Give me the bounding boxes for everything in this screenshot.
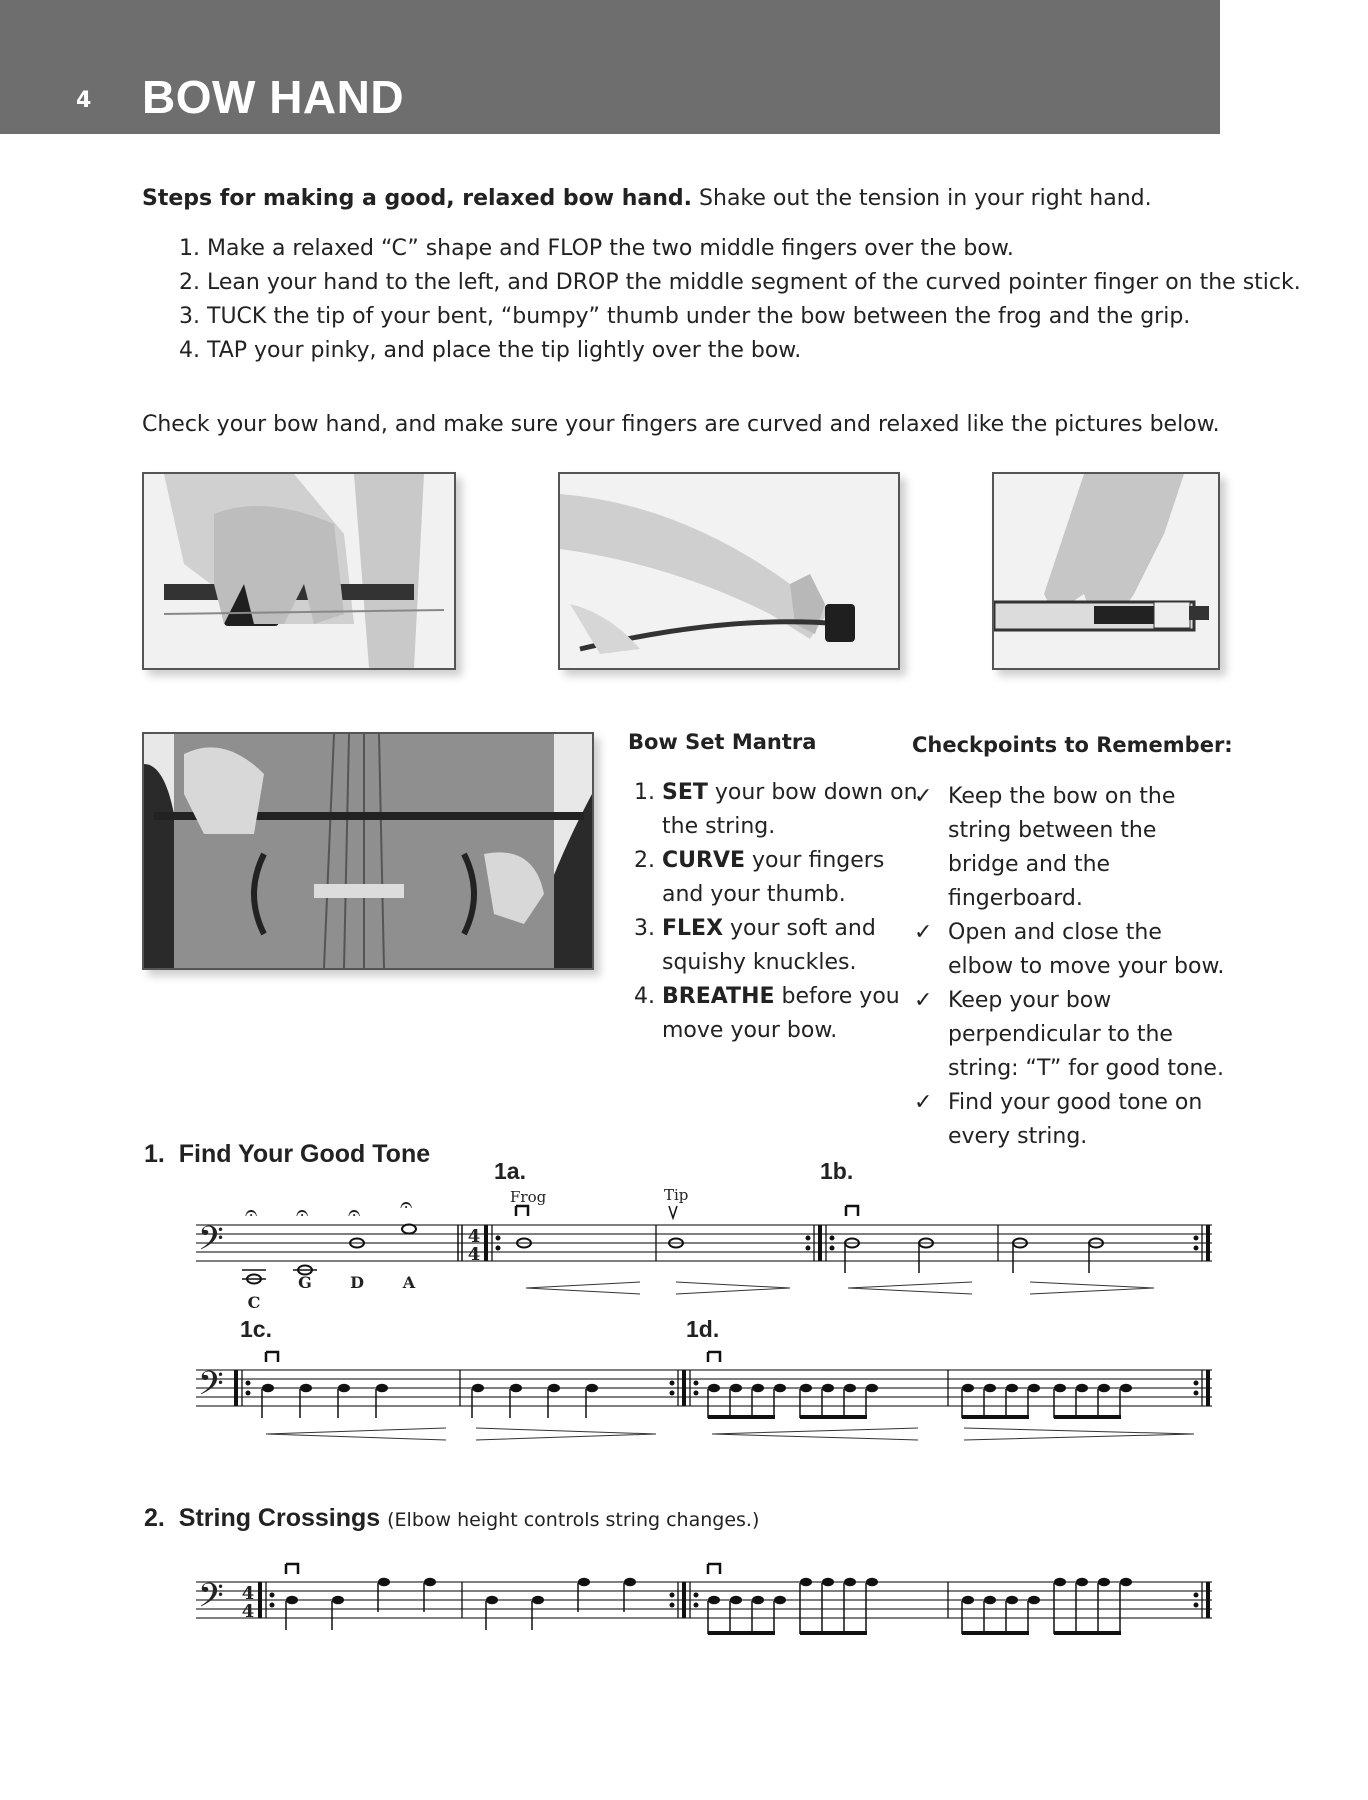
step-item: 3. TUCK the tip of your bent, “bumpy” thumb under the bow between the frog and the grip. xyxy=(207,300,1301,334)
label-1c: 1c. xyxy=(240,1316,272,1342)
string-name: D xyxy=(350,1273,364,1292)
mantra-title: Bow Set Mantra xyxy=(628,730,817,754)
step-item: 2. Lean your hand to the left, and DROP the middle segment of the curved pointer finger on the stick. xyxy=(207,266,1301,300)
staff-1 xyxy=(196,1180,1216,1310)
time-signature-bottom: 4 xyxy=(241,1601,255,1622)
down-bow-icon xyxy=(708,1352,720,1362)
fermata-icon: 𝄐 xyxy=(400,1193,413,1218)
check-icon: ✓ xyxy=(914,920,933,945)
down-bow-icon xyxy=(286,1564,298,1574)
string-name: A xyxy=(402,1273,416,1292)
staff-2 xyxy=(196,1340,1216,1450)
intro-text xyxy=(142,186,1152,211)
up-bow-icon xyxy=(669,1206,677,1218)
exercise-2-title xyxy=(144,1504,759,1533)
string-name: C xyxy=(247,1293,261,1310)
exercise-subtitle: (Elbow height controls string changes.) xyxy=(387,1509,760,1531)
photo-bow-hand-1 xyxy=(142,472,456,670)
steps-list xyxy=(165,232,1301,368)
staff-3 xyxy=(196,1552,1216,1652)
mantra-item xyxy=(662,912,932,980)
time-signature-bottom: 4 xyxy=(467,1244,481,1265)
photo-cello-bowing xyxy=(142,732,594,970)
bass-clef: 𝄢 xyxy=(198,1577,224,1623)
exercise-name: String Crossings xyxy=(178,1504,381,1532)
exercise-number: 2. xyxy=(144,1504,165,1532)
bass-clef: 𝄢 xyxy=(198,1365,224,1411)
page-number: 4 xyxy=(76,88,92,113)
exercise-1-title xyxy=(144,1140,430,1169)
checkpoints-list xyxy=(912,780,1232,1154)
mantra-text: your bow down on the string. xyxy=(662,780,918,839)
page-title: BOW HAND xyxy=(142,71,405,123)
mantra-list xyxy=(628,776,932,1048)
checkpoint-item xyxy=(912,780,1232,916)
tip-label: Tip xyxy=(664,1186,689,1204)
photo-bow-hand-2 xyxy=(558,472,900,670)
mantra-text: your soft and squishy knuckles. xyxy=(662,916,876,975)
exercise-name: Find Your Good Tone xyxy=(178,1140,431,1168)
check-icon: ✓ xyxy=(914,784,933,809)
step-item: 4. TAP your pinky, and place the tip lightly over the bow. xyxy=(207,334,1301,368)
checkpoint-item xyxy=(912,984,1232,1086)
checkpoint-item xyxy=(912,1086,1232,1154)
label-1d: 1d. xyxy=(686,1316,720,1342)
mantra-keyword: SET xyxy=(662,780,708,805)
fermata-icon: 𝄐 xyxy=(296,1201,309,1226)
mantra-item xyxy=(662,776,932,844)
check-icon: ✓ xyxy=(914,988,933,1013)
fermata-icon: 𝄐 xyxy=(348,1201,361,1226)
photo-bow-hand-3 xyxy=(992,472,1220,670)
step-item: 1. Make a relaxed “C” shape and FLOP the two middle fingers over the bow. xyxy=(207,232,1301,266)
label-1b: 1b. xyxy=(820,1158,854,1184)
checkpoint-text: Find your good tone on every string. xyxy=(948,1090,1203,1149)
checkpoint-text: Open and close the elbow to move your bow. xyxy=(948,920,1225,979)
time-signature-top: 4 xyxy=(241,1583,255,1604)
mantra-item xyxy=(662,980,932,1048)
intro-rest: Shake out the tension in your right hand. xyxy=(692,186,1152,211)
checkpoint-text: Keep your bow perpendicular to the string: “T” for good tone. xyxy=(948,988,1224,1081)
checkpoint-text: Keep the bow on the string between the bridge and the fingerboard. xyxy=(948,784,1176,911)
down-bow-icon xyxy=(708,1564,720,1574)
mantra-text: before you move your bow. xyxy=(662,984,900,1043)
checkpoint-item xyxy=(912,916,1232,984)
intro-bold: Steps for making a good, relaxed bow hand. xyxy=(142,186,693,211)
down-bow-icon xyxy=(266,1352,278,1362)
mantra-keyword: FLEX xyxy=(662,916,724,941)
fermata-icon: 𝄐 xyxy=(245,1201,258,1226)
time-signature-top: 4 xyxy=(467,1226,481,1247)
check-instruction: Check your bow hand, and make sure your fingers are curved and relaxed like the pictures below. xyxy=(142,412,1220,437)
mantra-keyword: BREATHE xyxy=(662,984,775,1009)
bass-clef: 𝄢 xyxy=(198,1220,224,1266)
label-1a: 1a. xyxy=(494,1158,526,1184)
checkpoints-title: Checkpoints to Remember: xyxy=(912,733,1233,757)
mantra-item xyxy=(662,844,932,912)
frog-label: Frog xyxy=(510,1188,547,1206)
string-name: G xyxy=(298,1273,312,1292)
down-bow-icon xyxy=(516,1206,528,1216)
exercise-number: 1. xyxy=(144,1140,165,1168)
mantra-text: your fingers and your thumb. xyxy=(662,848,885,907)
mantra-keyword: CURVE xyxy=(662,848,746,873)
check-icon: ✓ xyxy=(914,1090,933,1115)
down-bow-icon xyxy=(846,1206,858,1216)
